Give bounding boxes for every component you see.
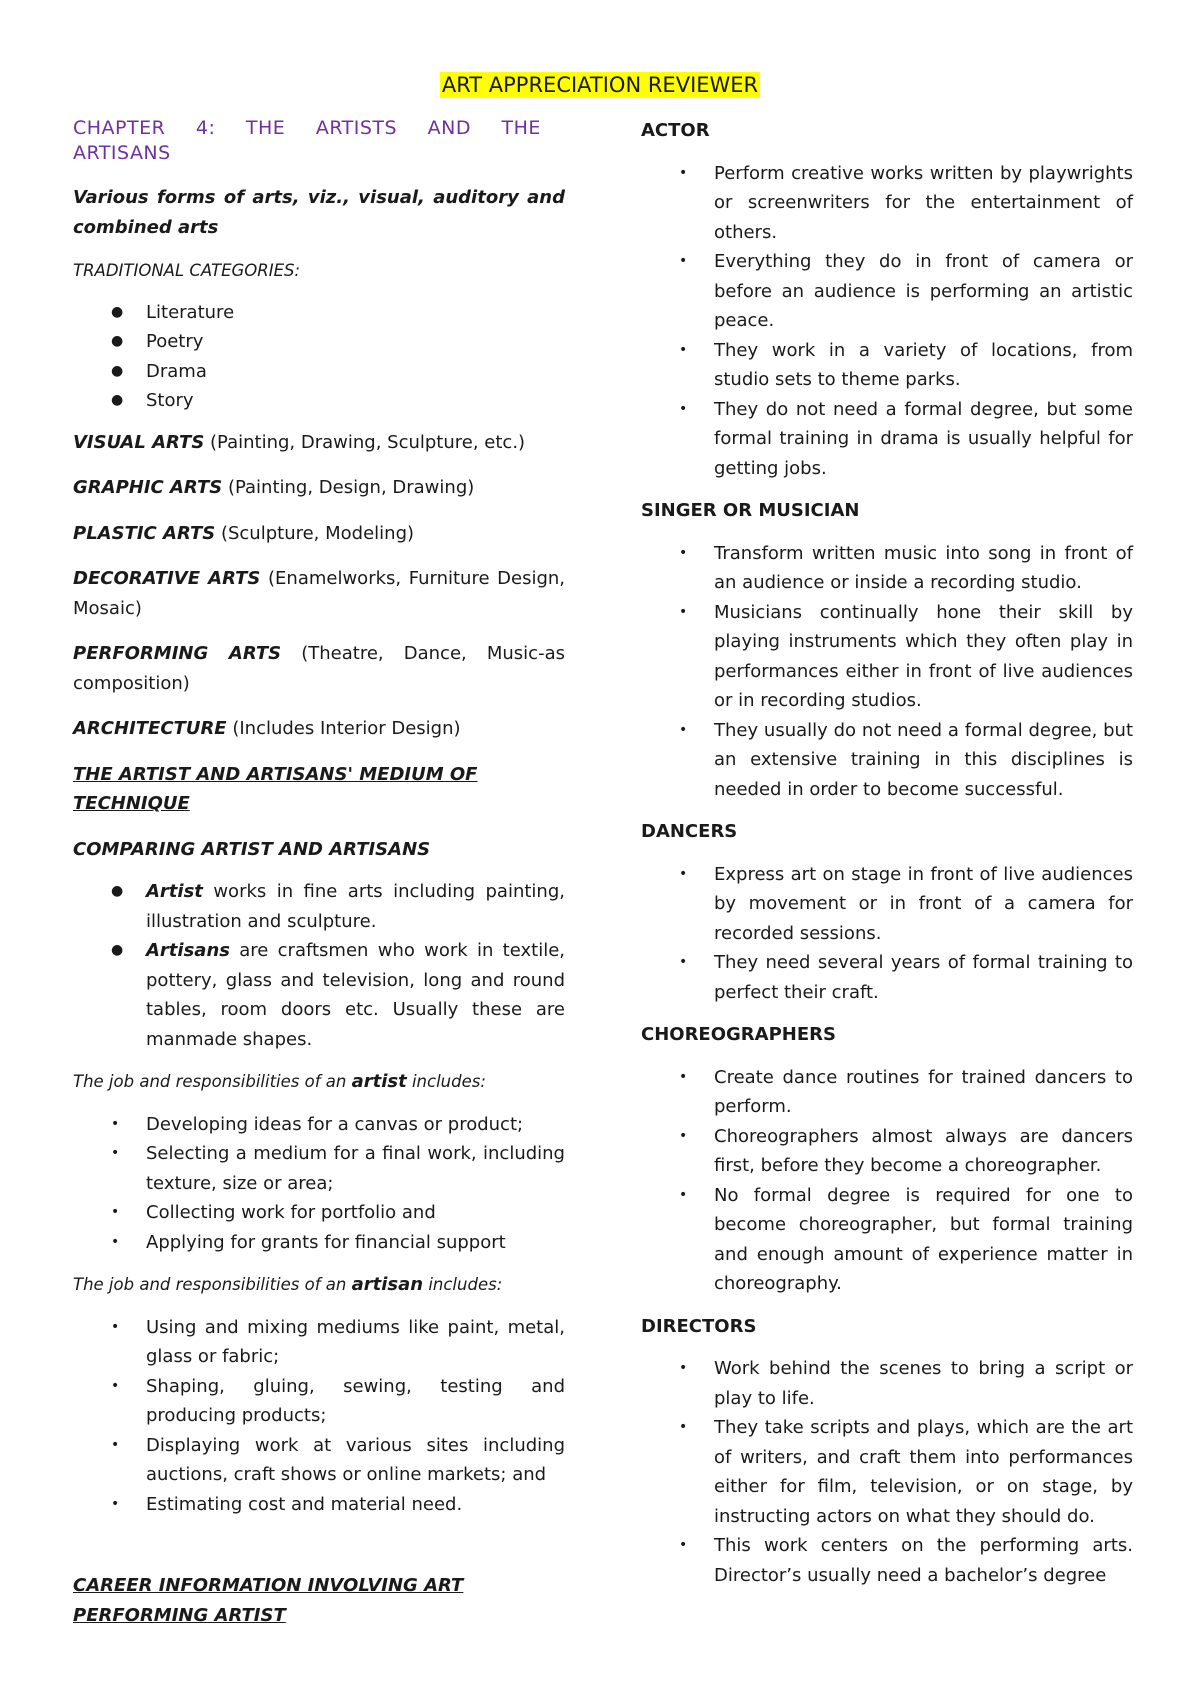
bullet-icon: •: [111, 1145, 120, 1161]
list-item: • Everything they do in front of camera or before an audience is performing an artistic peace.: [641, 247, 1133, 336]
artisan-jobs-intro: The job and responsibilities of an artisan includes:: [73, 1274, 503, 1295]
list-item: • Transform written music into song in front of an audience or inside a recording studio.: [641, 539, 1133, 598]
list-item: • Selecting a medium for a final work, including texture, size or area;: [73, 1139, 565, 1198]
bullet-icon: •: [679, 544, 688, 561]
directors-list: [641, 1354, 1133, 1590]
list-item: • Create dance routines for trained dancers to perform.: [641, 1063, 1133, 1122]
bullet-icon: •: [679, 164, 688, 181]
list-item: • Perform creative works written by playwrights or screenwriters for the entertainment of others.: [641, 159, 1133, 248]
list-item: ● Poetry: [73, 327, 565, 357]
left-column: [73, 116, 565, 1630]
list-item: ● Artist works in fine arts including painting, illustration and sculpture.: [73, 877, 565, 936]
comparing-heading: COMPARING ARTIST AND ARTISANS: [73, 838, 431, 860]
list-item: • Shaping, gluing, sewing, testing and producing products;: [73, 1372, 565, 1431]
bullet-icon: •: [679, 1186, 688, 1203]
list-item: ● Story: [73, 386, 565, 416]
bullet-icon: •: [679, 253, 688, 269]
list-item: • Collecting work for portfolio and: [73, 1198, 565, 1228]
bullet-icon: •: [679, 341, 688, 358]
art-type-plastic: PLASTIC ARTS (Sculpture, Modeling): [73, 522, 415, 544]
list-item: ● Drama: [73, 357, 565, 387]
list-item: • They need several years of formal training to perfect their craft.: [641, 948, 1133, 1007]
traditional-categories-label: TRADITIONAL CATEGORIES:: [73, 261, 301, 280]
list-item: • They take scripts and plays, which are the art of writers, and craft them into performances either for film, television, or on stage, by instructing actors on what they should do.: [641, 1413, 1133, 1531]
list-item: • They work in a variety of locations, from studio sets to theme parks.: [641, 336, 1133, 395]
directors-heading: DIRECTORS: [641, 1315, 757, 1337]
list-item: • Displaying work at various sites including auctions, craft shows or online markets; and: [73, 1431, 565, 1490]
bullet-icon: •: [111, 1233, 120, 1250]
list-item: • Estimating cost and material need.: [73, 1490, 565, 1520]
art-type-decorative: DECORATIVE ARTS (Enamelworks, Furniture Design, Mosaic): [73, 568, 566, 619]
bullet-icon: •: [679, 1360, 688, 1376]
bullet-icon: ●: [111, 362, 124, 379]
list-item: ● Artisans are craftsmen who work in textile, pottery, glass and television, long and round tables, room doors etc. Usually these are manmade shapes.: [73, 936, 565, 1054]
bullet-icon: •: [111, 1318, 120, 1335]
bullet-icon: ●: [111, 883, 124, 899]
bullet-icon: •: [679, 400, 688, 417]
page-title: ART APPRECIATION REVIEWER: [441, 73, 759, 97]
art-type-architecture: ARCHITECTURE (Includes Interior Design): [73, 718, 461, 739]
bullet-icon: •: [679, 721, 688, 738]
list-item: • Express art on stage in front of live audiences by movement or in front of a camera for recorded sessions.: [641, 860, 1133, 949]
right-column: [641, 116, 1133, 1590]
bullet-icon: •: [679, 865, 688, 882]
list-item: • Applying for grants for financial support: [73, 1228, 565, 1258]
bullet-icon: •: [111, 1204, 120, 1220]
chapter-heading-line2: ARTISANS: [73, 142, 171, 164]
bullet-icon: ●: [111, 303, 124, 320]
chapter-heading-line1: CHAPTER 4: THE ARTISTS AND THE: [73, 117, 541, 139]
list-item: • Work behind the scenes to bring a script or play to life.: [641, 1354, 1133, 1413]
bullet-icon: •: [679, 603, 688, 620]
bullet-icon: •: [111, 1436, 120, 1453]
bullet-icon: •: [679, 1419, 688, 1435]
singer-heading: SINGER OR MUSICIAN: [641, 500, 860, 521]
list-item: • They do not need a formal degree, but some formal training in drama is usually helpful for getting jobs.: [641, 395, 1133, 484]
career-heading: CAREER INFORMATION INVOLVING ART: [73, 1575, 464, 1596]
list-item: • Using and mixing mediums like paint, metal, glass or fabric;: [73, 1313, 565, 1372]
bullet-icon: •: [111, 1495, 120, 1512]
artisan-jobs-list: [73, 1313, 565, 1520]
list-item: • Musicians continually hone their skill by playing instruments which they often play in performances either in front of live audiences or in recording studios.: [641, 598, 1133, 716]
bullet-icon: ●: [111, 392, 124, 408]
bullet-icon: •: [679, 1537, 688, 1553]
artist-jobs-list: [73, 1110, 565, 1258]
dancers-list: [641, 860, 1133, 1008]
page-title-wrap: [0, 72, 1200, 98]
list-item: • They usually do not need a formal degree, but an extensive training in this disciplines is needed in order to become successful.: [641, 716, 1133, 805]
list-item: • Developing ideas for a canvas or product;: [73, 1110, 565, 1140]
dancers-heading: DANCERS: [641, 821, 738, 842]
singer-list: [641, 539, 1133, 805]
art-type-graphic: GRAPHIC ARTS (Painting, Design, Drawing): [73, 477, 475, 498]
compare-list: [73, 877, 565, 1054]
artist-jobs-intro: The job and responsibilities of an artist includes:: [73, 1071, 486, 1092]
traditional-categories-list: [73, 298, 565, 416]
list-item: ● Literature: [73, 298, 565, 328]
bullet-icon: •: [679, 1127, 688, 1144]
bullet-icon: •: [679, 954, 688, 970]
bullet-icon: •: [111, 1377, 120, 1394]
art-type-performing: PERFORMING ARTS (Theatre, Dance, Music-as composition): [73, 643, 565, 694]
bullet-icon: ●: [111, 942, 124, 958]
bullet-icon: •: [679, 1068, 688, 1085]
list-item: • This work centers on the performing arts. Director’s usually need a bachelor’s degree: [641, 1531, 1133, 1590]
bullet-icon: ●: [111, 333, 124, 349]
actor-list: [641, 159, 1133, 484]
performing-artist-heading: PERFORMING ARTIST: [73, 1604, 286, 1626]
list-item: • No formal degree is required for one to become choreographer, but formal training and enough amount of experience matter in choreography.: [641, 1181, 1133, 1299]
various-forms-text: Various forms of arts, viz., visual, auditory and combined arts: [73, 187, 565, 238]
choreographers-heading: CHOREOGRAPHERS: [641, 1024, 836, 1045]
list-item: • Choreographers almost always are dancers first, before they become a choreographer.: [641, 1122, 1133, 1181]
art-type-visual: VISUAL ARTS (Painting, Drawing, Sculpture, etc.): [73, 431, 526, 453]
choreographers-list: [641, 1063, 1133, 1299]
bullet-icon: •: [111, 1115, 120, 1132]
actor-heading: ACTOR: [641, 120, 710, 141]
medium-heading: THE ARTIST AND ARTISANS' MEDIUM OF TECHNIQUE: [73, 763, 478, 814]
